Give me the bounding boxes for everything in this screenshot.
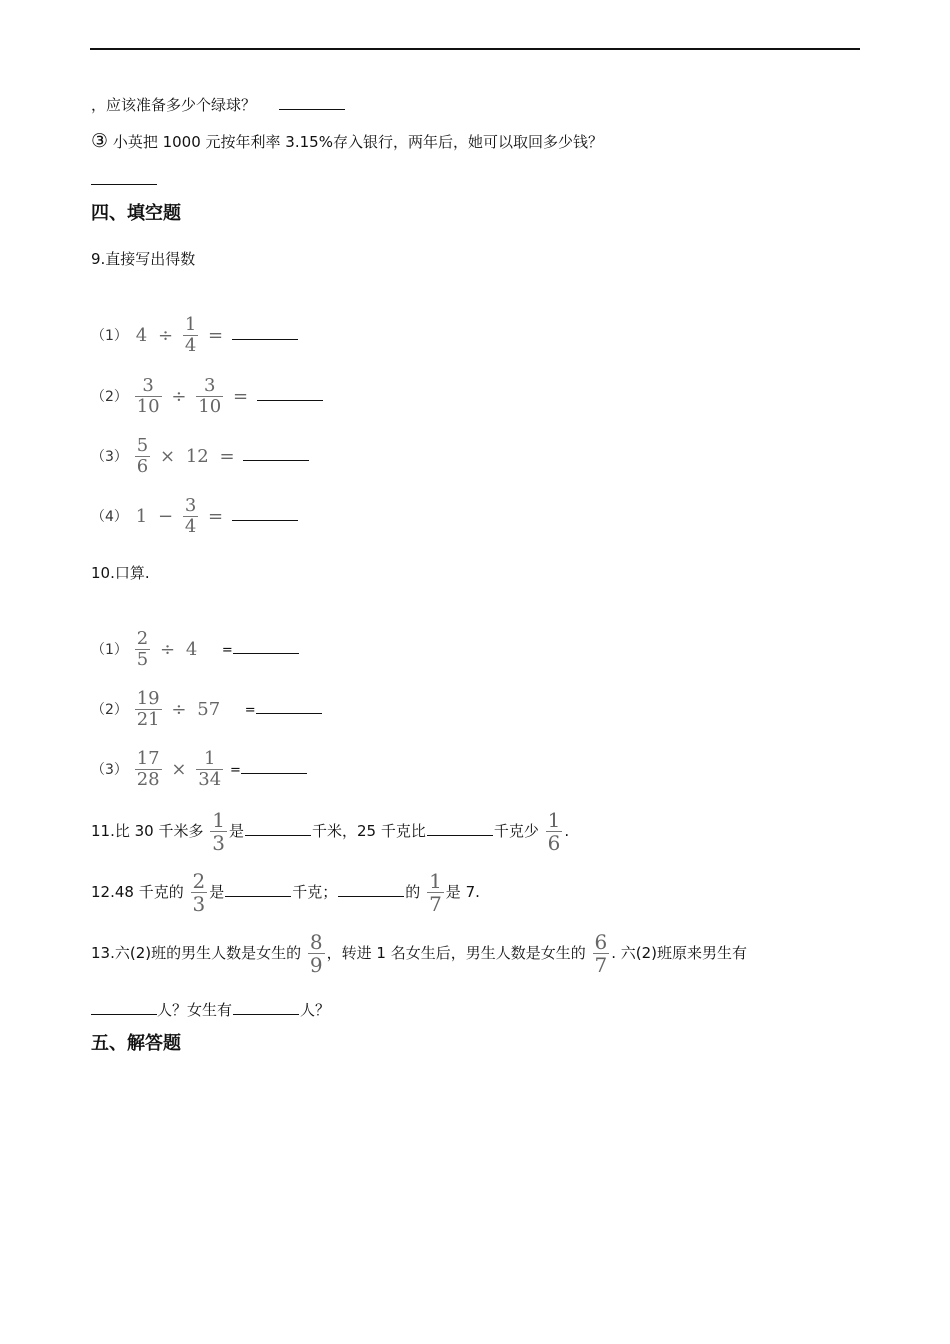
denominator: 28 [136,769,160,790]
q12-text-1: 12.48 千克的 [91,883,184,901]
fraction [183,497,198,536]
answer-blank[interactable] [232,323,298,340]
fraction [308,932,325,975]
answer-blank[interactable] [241,757,307,774]
answer-blank[interactable] [232,504,298,521]
operator: × [171,758,187,780]
fraction [191,871,208,914]
denominator: 6 [136,456,149,477]
header-rule [90,48,860,50]
question-13-continued [91,998,330,1021]
answer-blank[interactable] [233,637,299,654]
numerator: 5 [136,435,149,456]
fraction [135,630,150,669]
numerator: 17 [136,748,160,769]
operator: × [159,445,176,467]
question-13 [91,932,747,975]
operator: − [157,505,174,527]
q10-item-3 [91,750,307,789]
denominator: 9 [309,953,323,977]
answer-blank[interactable] [279,93,345,110]
q8-2-text: ，应该准备多少个绿球？ [91,96,257,114]
q11-text-3: 千米，25 千克比 [312,822,426,840]
equals-sign: = [221,643,233,658]
numerator: 2 [136,628,149,649]
denominator: 7 [429,892,442,916]
numerator: 1 [212,808,225,832]
equals-sign: = [244,703,256,718]
item-label: （1） [91,328,128,344]
item-label: （4） [91,509,128,525]
q13-text-5: 人？ [300,1001,331,1019]
denominator: 10 [198,396,222,417]
section-5-heading: 五、解答题 [91,1033,181,1054]
answer-blank[interactable] [245,819,311,836]
q12-text-4: 的 [405,883,421,901]
denominator: 4 [184,516,197,537]
q11-text-2: 是 [229,822,245,840]
equals-sign: = [232,385,249,407]
denominator: 4 [184,335,197,356]
item-label: （3） [91,449,128,465]
answer-blank[interactable] [91,168,157,185]
question-10-title: 10.口算. [91,564,150,582]
q9-item-4 [91,497,299,536]
numerator: 3 [142,375,154,396]
numerator: 2 [192,869,206,893]
q9-item-3 [91,437,310,476]
operand: 12 [185,445,209,467]
question-9-title: 9.直接写出得数 [91,250,196,268]
question-11 [91,810,569,853]
q9-item-1 [91,316,299,355]
circled-three-marker: ③ [91,130,109,152]
question-8-2-line [91,93,346,116]
answer-blank[interactable] [225,880,291,897]
denominator: 7 [594,953,608,977]
q13-text-3: . 六(2)班原来男生有 [611,944,748,962]
item-label: （2） [91,389,128,405]
numerator: 3 [184,495,197,516]
numerator: 3 [203,375,216,396]
q12-text-3: 千克； [292,883,338,901]
operand: 4 [135,324,148,346]
numerator: 1 [547,808,561,832]
answer-blank[interactable] [256,697,322,714]
operand: 4 [185,638,198,660]
q9-item-2 [91,377,324,416]
q10-item-1 [91,630,299,669]
question-8-3-answer [91,168,157,191]
denominator: 21 [136,709,160,730]
q11-text-5: . [564,822,570,840]
numerator: 19 [136,688,160,709]
section-4-heading: 四、填空题 [91,203,181,224]
fraction [593,932,610,975]
denominator: 6 [547,831,561,855]
operator: ÷ [171,385,187,407]
answer-blank[interactable] [427,819,493,836]
fraction [135,437,150,476]
answer-blank[interactable] [233,998,299,1015]
item-label: （3） [91,762,128,778]
denominator: 34 [198,769,222,790]
q12-text-5: 是 7. [445,883,480,901]
fraction [135,750,162,789]
denominator: 5 [136,649,149,670]
q13-text-2: ，转进 1 名女生后，男生人数是女生的 [326,944,586,962]
equals-sign: = [229,763,241,778]
item-label: （2） [91,702,128,718]
denominator: 3 [192,892,206,916]
q13-text-4: 人？女生有 [157,1001,233,1019]
numerator: 8 [309,930,323,954]
question-12 [91,871,480,914]
q12-text-2: 是 [209,883,225,901]
q13-text-1: 13.六(2)班的男生人数是女生的 [91,944,302,962]
equals-sign: = [219,445,235,467]
item-label: （1） [91,642,128,658]
equals-sign: = [208,324,224,346]
q10-item-2 [91,690,322,729]
q11-text-4: 千克少 [493,822,539,840]
q8-3-text: 小英把 1000 元按年利率 3.15%存入银行，两年后，她可以取回多少钱？ [112,133,603,151]
denominator: 3 [212,831,225,855]
numerator: 1 [429,869,442,893]
numerator: 6 [594,930,608,954]
numerator: 1 [203,748,216,769]
fraction [210,810,227,853]
answer-blank[interactable] [257,384,323,401]
answer-blank[interactable] [243,444,309,461]
operand: 1 [135,505,148,527]
fraction [135,690,162,729]
operator: ÷ [171,698,187,720]
operator: ÷ [159,638,176,660]
fraction [196,377,223,416]
question-8-3-line [91,130,603,153]
operator: ÷ [157,324,174,346]
fraction [427,871,444,914]
equals-sign: = [208,505,224,527]
denominator: 10 [136,396,160,417]
fraction [135,377,162,416]
answer-blank[interactable] [338,880,404,897]
fraction [196,750,223,789]
q11-text-1: 11.比 30 千米多 [91,822,204,840]
fraction [183,316,198,355]
numerator: 1 [184,314,197,335]
fraction [546,810,563,853]
operand: 57 [197,698,221,720]
answer-blank[interactable] [91,998,157,1015]
